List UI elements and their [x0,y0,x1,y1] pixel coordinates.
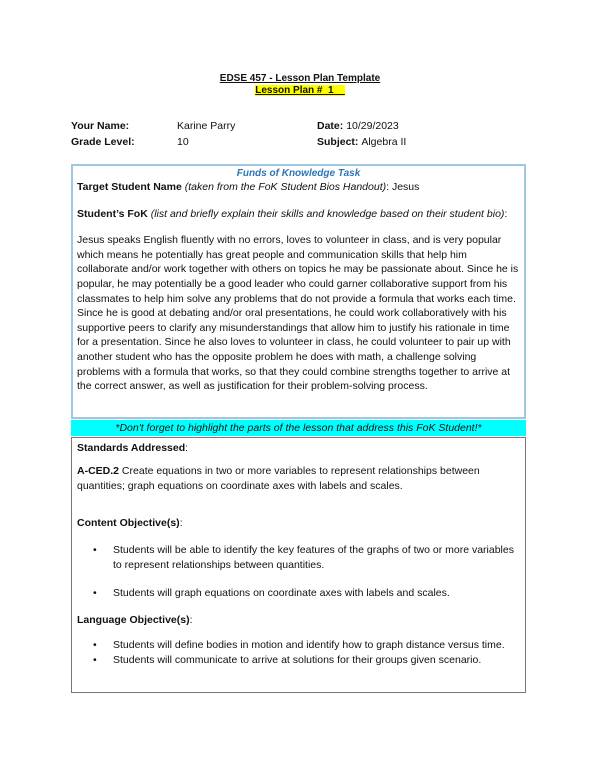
student-fok-line [77,207,520,222]
fok-body-text: Jesus speaks English fluently with no errors, loves to volunteer in class, and is very popular which means he potentially has great people and communication skills that help him collaborate and/or work together with others on topics he may be passionate about. Since he is popular, he may potentially be a good leader who could garner collaborative support from his classmates to help him solve any problems that do not provide a formula that works each time. Since he is good at debating and/or oral presentations, he could work collaboratively with his supportive peers to clarify any misunderstandings that allow him to justify his rationale in time for a presentation. Since he also loves to volunteer in class, he could volunteer to pair up with another student who has the opposite problem he does with math, a challenge solving problems with a formula that works, so that they could combine strengths together to arrive at the correct answer, as well as justification for their problem-solving process. [77,234,519,393]
list-item: • Students will be able to identify the key features of the graphs of two or more variables to represent relationships between quantities. [113,543,520,573]
subject-value: Algebra II [361,136,407,148]
student-fok-colon: : [504,207,508,220]
grade-value: 10 [177,136,189,148]
language-objectives-colon: : [189,614,193,626]
language-objectives-list [77,638,520,668]
name-value: Karine Parry [177,120,236,132]
target-student-value: : Jesus [386,181,420,193]
standards-label: Standards Addressed [77,442,186,454]
fok-heading: Funds of Knowledge Task [236,168,361,179]
objectives-section [71,437,526,693]
list-item: • Students will define bodies in motion and identify how to graph distance versus time. [113,638,520,653]
target-student-label: Target Student Name [77,181,182,193]
content-objectives-heading [77,516,520,531]
standards-heading [77,441,520,456]
standards-colon: : [185,442,189,454]
subject-label: Subject: [317,136,359,148]
lesson-plan-number: Lesson Plan #_1__ [255,85,345,96]
target-student-line [77,180,520,195]
grade-label: Grade Level: [71,136,135,148]
standard-text [77,464,520,494]
language-objectives-label: Language Objective(s) [77,614,190,626]
list-item: • Students will graph equations on coordinate axes with labels and scales. [113,586,520,601]
student-fok-hint: (list and briefly explain their skills and knowledge based on their student bio) [150,207,505,220]
content-objectives-label: Content Objective(s) [77,517,180,529]
fok-task-box [71,164,526,419]
name-label: Your Name: [71,120,130,132]
course-title: EDSE 457 - Lesson Plan Template [219,73,381,84]
date-value: 10/29/2023 [346,120,399,132]
date-field [317,118,399,134]
lesson-info [71,118,531,150]
content-objectives-list [77,543,520,601]
language-objectives-heading [77,613,520,628]
standard-code: A-CED.2 [77,465,120,477]
content-objectives-colon: : [179,517,183,529]
standard-description: Create equations in two or more variables to represent relationships between quantities; graph equations on coordinate axes with labels and scales. [77,465,480,492]
date-label: Date: [317,120,344,132]
student-fok-label: Student’s FoK [77,207,148,220]
list-item: • Students will communicate to arrive at solutions for their groups given scenario. [113,653,520,668]
document-title [0,73,600,97]
target-student-hint: (taken from the FoK Student Bios Handout) [184,181,387,193]
subject-field [317,134,406,150]
fok-reminder: *Don't forget to highlight the parts of the lesson that address this FoK Student!* [71,420,526,436]
